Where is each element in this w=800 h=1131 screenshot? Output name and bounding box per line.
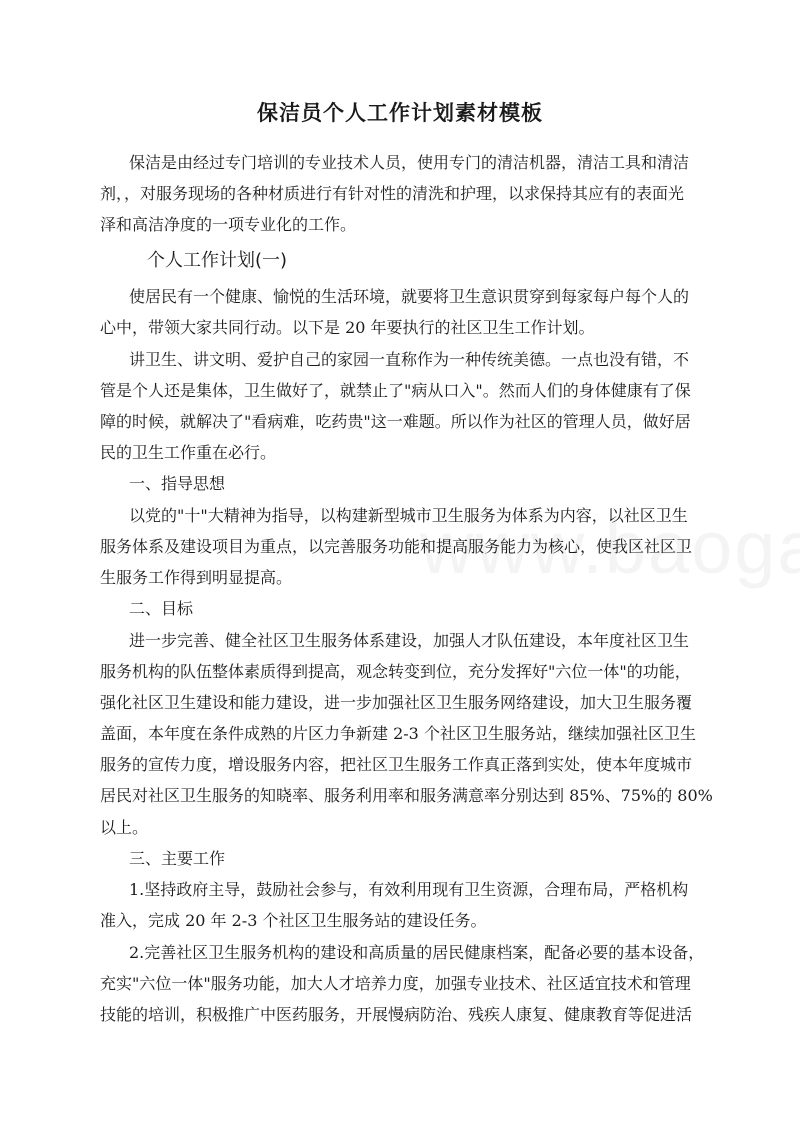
subheading: 一、指导思想 bbox=[129, 474, 226, 493]
paragraph-line: 盖面，本年度在条件成熟的片区力争新建 2-3 个社区卫生服务站，继续加强社区卫生 bbox=[100, 724, 696, 743]
paragraph-line: 以党的"十"大精神为指导，以构建新型城市卫生服务为体系为内容，以社区卫生 bbox=[129, 506, 688, 525]
subheading: 二、目标 bbox=[129, 599, 194, 618]
paragraph-line: 心中，带领大家共同行动。以下是 20 年要执行的社区卫生工作计划。 bbox=[100, 318, 595, 337]
paragraph-line: 障的时候，就解决了"看病难，吃药贵"这一难题。所以作为社区的管理人员，做好居 bbox=[100, 412, 691, 431]
paragraph-line: 服务机构的队伍整体素质得到提高，观念转变到位，充分发挥好"六位一体"的功能， bbox=[100, 662, 691, 681]
paragraph-line: 2.完善社区卫生服务机构的建设和高质量的居民健康档案，配备必要的基本设备， bbox=[129, 943, 705, 962]
paragraph-line: 讲卫生、讲文明、爱护自己的家园一直称作为一种传统美德。一点也没有错，不 bbox=[129, 350, 690, 369]
paragraph-line: 生服务工作得到明显提高。 bbox=[100, 568, 293, 587]
intro-line: 剂，，对服务现场的各种材质进行有针对性的清洗和护理，以求保持其应有的表面光 bbox=[100, 184, 685, 203]
paragraph-line: 强化社区卫生建设和能力建设，进一步加强社区卫生服务网络建设，加大卫生服务覆 bbox=[100, 693, 693, 712]
page-title: 保洁员个人工作计划素材模板 bbox=[257, 101, 543, 125]
paragraph-line: 以上。 bbox=[100, 818, 149, 837]
intro-line: 保洁是由经过专门培训的专业技术人员，使用专门的清洁机器，清洁工具和清洁 bbox=[129, 153, 690, 172]
paragraph-line: 管是个人还是集体，卫生做好了，就禁止了"病从口入"。然而人们的身体健康有了保 bbox=[100, 381, 691, 400]
intro-line: 泽和高洁净度的一项专业化的工作。 bbox=[100, 215, 357, 234]
paragraph-line: 技能的培训，积极推广中医药服务，开展慢病防治、残疾人康复、健康教育等促进活 bbox=[100, 1005, 693, 1024]
paragraph-line: 进一步完善、健全社区卫生服务体系建设，加强人才队伍建设，本年度社区卫生 bbox=[129, 631, 690, 650]
paragraph-line: 服务的宣传力度，增设服务内容，把社区卫生服务工作真正落到实处，使本年度城市 bbox=[100, 755, 693, 774]
paragraph-line: 1.坚持政府主导，鼓励社会参与，有效利用现有卫生资源，合理布局，严格机构 bbox=[129, 880, 689, 899]
paragraph-line: 居民对社区卫生服务的知晓率、服务利用率和服务满意率分别达到 85%、75%的 80% bbox=[100, 786, 713, 805]
paragraph-line: 服务体系及建设项目为重点，以完善服务功能和提高服务能力为核心，使我区社区卫 bbox=[100, 537, 693, 556]
section-heading: 个人工作计划(一) bbox=[147, 250, 288, 271]
subheading: 三、主要工作 bbox=[129, 849, 226, 868]
paragraph-line: 民的卫生工作重在必行。 bbox=[100, 443, 277, 462]
paragraph-line: 使居民有一个健康、愉悦的生活环境，就要将卫生意识贯穿到每家每户每个人的 bbox=[129, 287, 690, 306]
paragraph-line: 准入，完成 20 年 2-3 个社区卫生服务站的建设任务。 bbox=[100, 911, 487, 930]
paragraph-line: 充实"六位一体"服务功能，加大人才培养力度，加强专业技术、社区适宜技术和管理 bbox=[100, 974, 691, 993]
